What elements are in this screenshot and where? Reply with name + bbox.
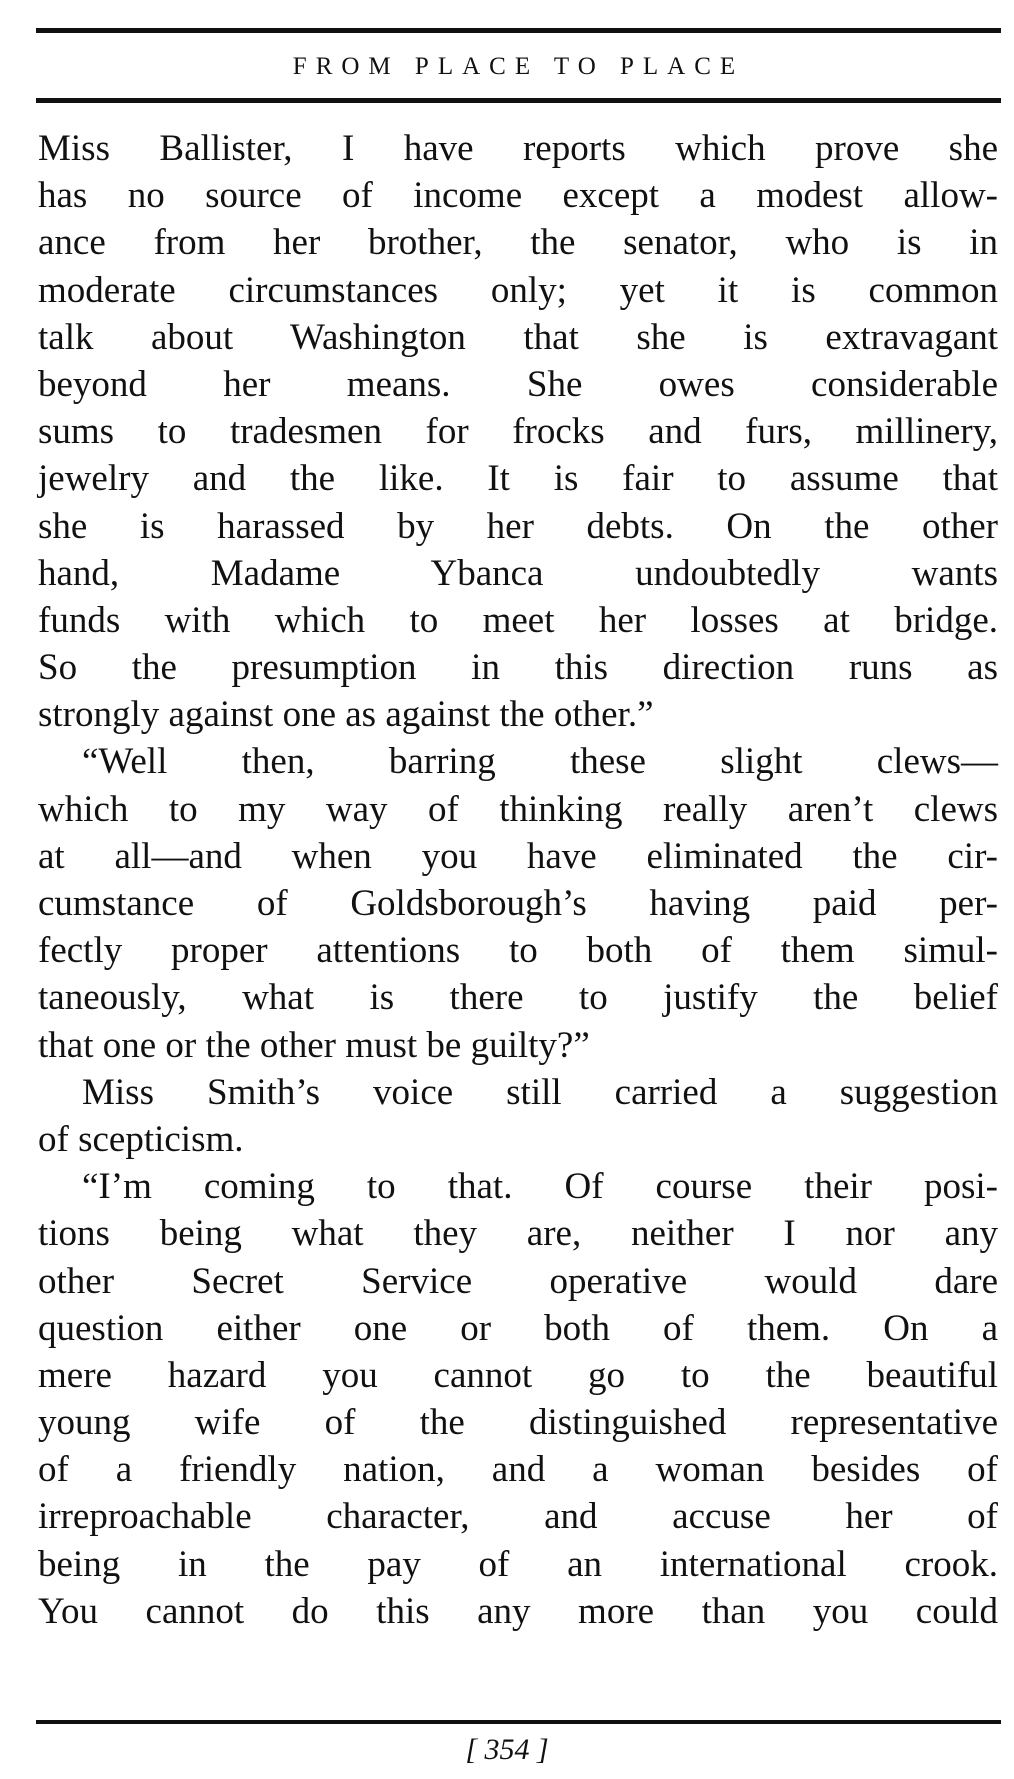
- text-line: moderate circumstances only; yet it is common: [38, 269, 998, 311]
- text-line: question either one or both of them. On a: [38, 1307, 998, 1349]
- text-line: ance from her brother, the senator, who is in: [38, 222, 998, 264]
- text-line: tions being what they are, neither I nor any: [38, 1213, 998, 1255]
- text-line: “I’m coming to that. Of course their posi-: [82, 1166, 998, 1208]
- body-text: [38, 125, 998, 1635]
- text-line: being in the pay of an international crook.: [38, 1543, 998, 1585]
- header-rule: [36, 98, 1001, 103]
- text-line: funds with which to meet her losses at bridge.: [38, 599, 998, 641]
- text-line: she is harassed by her debts. On the other: [38, 505, 998, 547]
- text-line: which to my way of thinking really aren’t clews: [38, 788, 998, 830]
- running-head: FROM PLACE TO PLACE: [292, 53, 745, 80]
- text-line: of a friendly nation, and a woman besides of: [38, 1449, 998, 1491]
- text-line: has no source of income except a modest allow-: [38, 175, 998, 217]
- text-line: of scepticism.: [38, 1118, 244, 1160]
- text-line: Miss Smith’s voice still carried a suggestion: [82, 1071, 998, 1113]
- text-line: young wife of the distinguished representative: [38, 1402, 998, 1444]
- text-line: taneously, what is there to justify the belief: [38, 977, 998, 1019]
- text-line: cumstance of Goldsborough’s having paid per-: [38, 883, 998, 924]
- text-line: strongly against one as against the other.”: [38, 694, 654, 736]
- text-line: jewelry and the like. It is fair to assume that: [38, 458, 998, 500]
- text-line: talk about Washington that she is extravagant: [38, 316, 998, 358]
- text-line: beyond her means. She owes considerable: [38, 363, 998, 405]
- bottom-rule: [36, 1720, 1001, 1724]
- text-line: that one or the other must be guilty?”: [38, 1024, 590, 1066]
- text-line: You cannot do this any more than you could: [38, 1590, 998, 1632]
- text-line: “Well then, barring these slight clews—: [82, 741, 998, 783]
- page-number: [ 354 ]: [465, 1733, 549, 1766]
- text-line: fectly proper attentions to both of them simul-: [38, 930, 998, 972]
- text-line: mere hazard you cannot go to the beautiful: [38, 1354, 998, 1396]
- top-rule: [36, 28, 1001, 33]
- text-line: hand, Madame Ybanca undoubtedly wants: [38, 552, 998, 594]
- text-line: other Secret Service operative would dare: [38, 1260, 998, 1302]
- text-line: irreproachable character, and accuse her of: [38, 1496, 998, 1538]
- text-line: sums to tradesmen for frocks and furs, millinery,: [38, 411, 998, 453]
- text-line: Miss Ballister, I have reports which prove she: [38, 128, 998, 169]
- text-line: at all—and when you have eliminated the cir-: [38, 835, 998, 877]
- text-line: So the presumption in this direction runs as: [38, 647, 998, 689]
